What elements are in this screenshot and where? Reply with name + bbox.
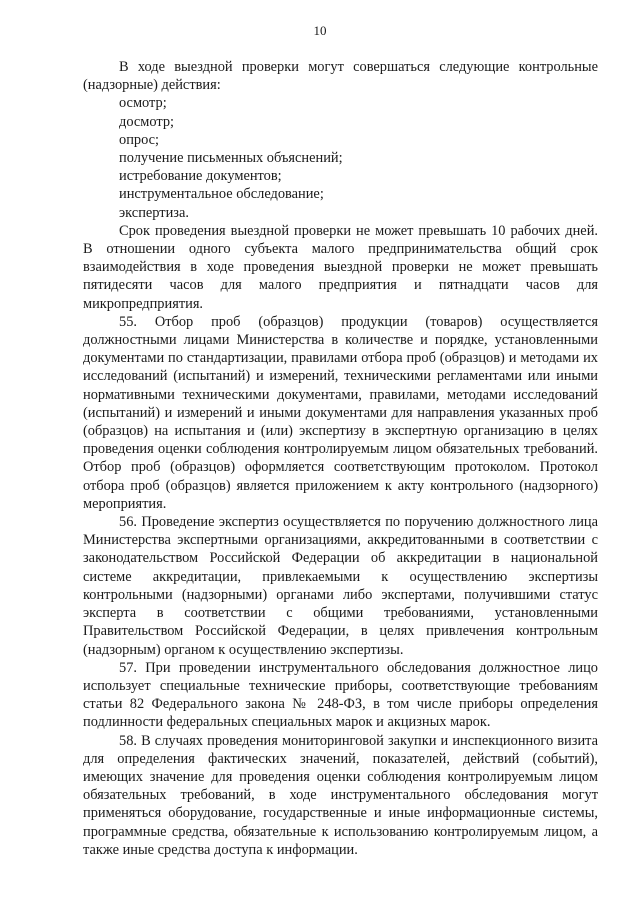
actions-intro-paragraph: В ходе выездной проверки могут совершаться следующие контрольные (надзорные) действия: [83,59,598,94]
actions-list [83,94,598,221]
list-item: экспертиза. [119,204,189,221]
inspection-duration-paragraph: Срок проведения выездной проверки не может превышать 10 рабочих дней. В отношении одного субъекта малого предпринимательства общий срок взаимодействия в ходе проведения выездной проверки не может превышать пятидесяти часов для малого предприятия и пятнадцати часов для микропредприятия. [83,222,598,312]
list-item: инструментальное обследование; [119,186,324,203]
paragraph-57-instrumental-inspection: 57. При проведении инструментального обследования должностное лицо использует специальные технические приборы, соответствующие требованиям статьи 82 Федерального закона № 248-ФЗ, в том числе приборы определения подлинности федеральных специальных марок и акцизных марок. [83,659,598,731]
list-item: получение письменных объяснений; [119,150,343,167]
list-item: осмотр; [119,95,167,112]
paragraph-58-monitoring-purchase: 58. В случаях проведения мониторинговой закупки и инспекционного визита для определения фактических значений, показателей, действий (событий), имеющих значение для проведения оценки соблюдения контролируемым лицом обязательных требований, в ходе инструментального обследования могут применяться оборудование, государственные и иные информационные системы, программные средства, обязательные к использованию контролируемым лицом, а также иные средства доступа к информации. [83,732,598,858]
list-item: досмотр; [119,113,175,130]
paragraph-56-expertise: 56. Проведение экспертиз осуществляется по поручению должностного лица Министерства экспертными организациями, аккредитованными в соответствии с законодательством Российской Федерации об аккредитации в национальной системе аккредитации, привлекаемыми к осуществлению экспертизы контрольными (надзорными) органами либо экспертами, получившими статус эксперта в соответствии с общими требованиями, установленными Правительством Российской Федерации, в целях привлечения контрольным (надзорным) органом к осуществлению экспертизы. [83,514,598,658]
page-number: 10 [313,23,327,38]
page-body [83,58,598,859]
list-item: истребование документов; [119,168,282,185]
paragraph-55-sampling: 55. Отбор проб (образцов) продукции (товаров) осуществляется должностными лицами Министерства в количестве и порядке, установленными документами по стандартизации, правилами отбора проб (образцов) и методами их исследований (испытаний) и измерений, техническими регламентами или иными нормативными техническими документами, правилами, методами исследований (испытаний) и измерений и иными документами для направления указанных проб (образцов) на испытания и (или) экспертизу в экспертную организацию в целях проведения оценки соблюдения контролируемым лицом обязательных требований. Отбор проб (образцов) оформляется соответствующим протоколом. Протокол отбора проб (образцов) является приложением к акту контрольного (надзорного) мероприятия. [83,313,598,512]
list-item: опрос; [119,131,160,148]
